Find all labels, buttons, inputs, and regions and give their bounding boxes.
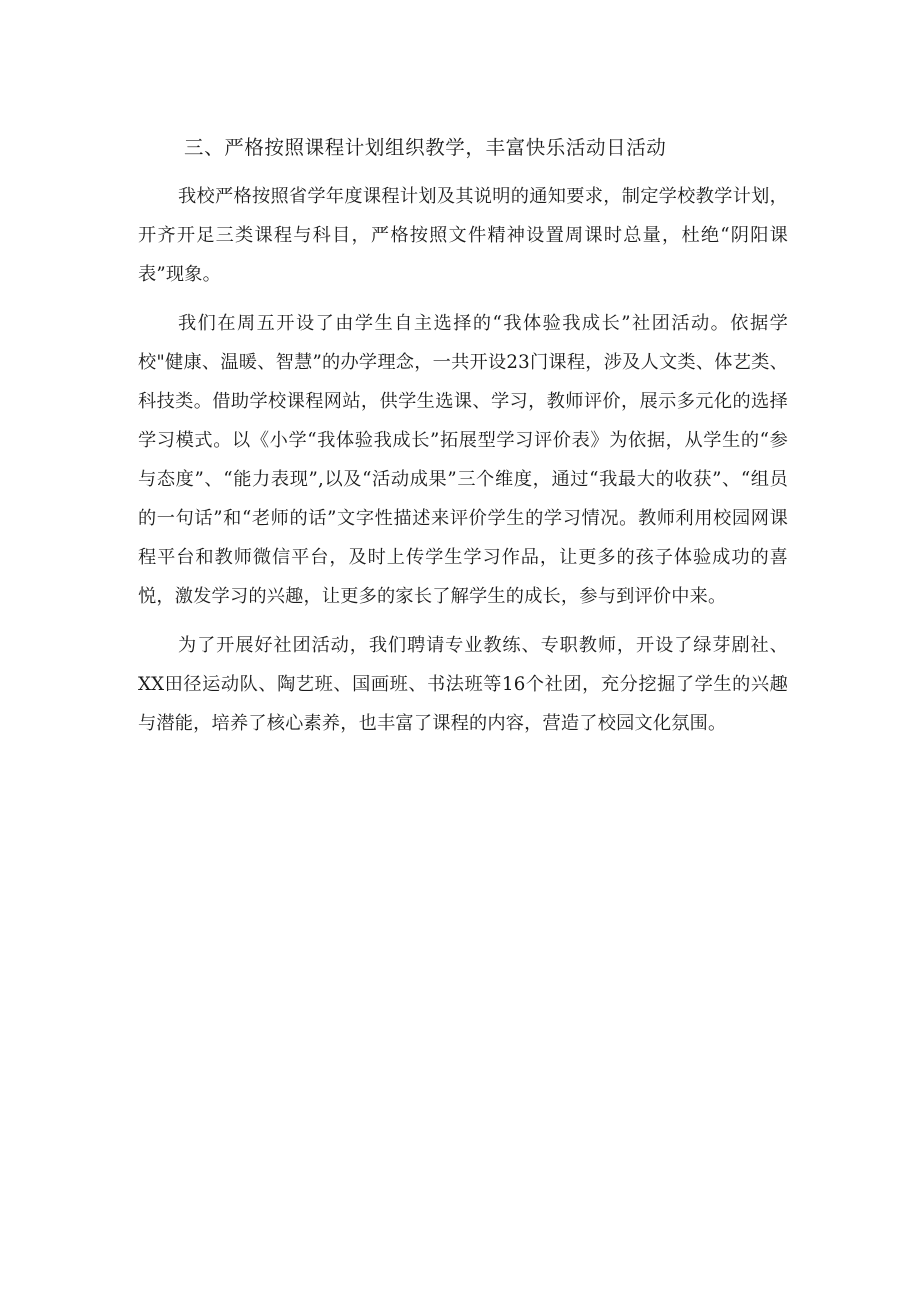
paragraph-course-plan: 我校严格按照省学年度课程计划及其说明的通知要求，制定学校教学计划，开齐开足三类课程与科目，严格按照文件精神设置周课时总量，杜绝“阴阳课表”现象。 xyxy=(138,186,788,285)
paragraph-club-activities: 我们在周五开设了由学生自主选择的“我体验我成长”社团活动。依据学校"健康、温暖、智慧”的办学理念，一共开设23门课程，涉及人文类、体艺类、科技类。借助学校课程网站，供学生选课、学习，教师评价，展示多元化的选择学习模式。以《小学“我体验我成长”拓展型学习评价表》为依据，从学生的“参与态度”、“能力表现”,以及“活动成果”三个维度，通过“我最大的收获”、“组员的一句话”和“老师的话”文字性描述来评价学生的学习情况。教师利用校园网课程平台和教师微信平台，及时上传学生学习作品，让更多的孩子体验成功的喜悦，激发学习的兴趣，让更多的家长了解学生的成长，参与到评价中来。 xyxy=(138,313,788,607)
paragraph-club-development: 为了开展好社团活动，我们聘请专业教练、专职教师，开设了绿芽剧社、XX田径运动队、陶艺班、国画班、书法班等16个社团，充分挖掘了学生的兴趣与潜能，培养了核心素养，也丰富了课程的内容，营造了校园文化氛围。 xyxy=(138,635,788,734)
section-heading: 三、严格按照课程计划组织教学，丰富快乐活动日活动 xyxy=(184,136,667,159)
document-body xyxy=(138,128,788,753)
